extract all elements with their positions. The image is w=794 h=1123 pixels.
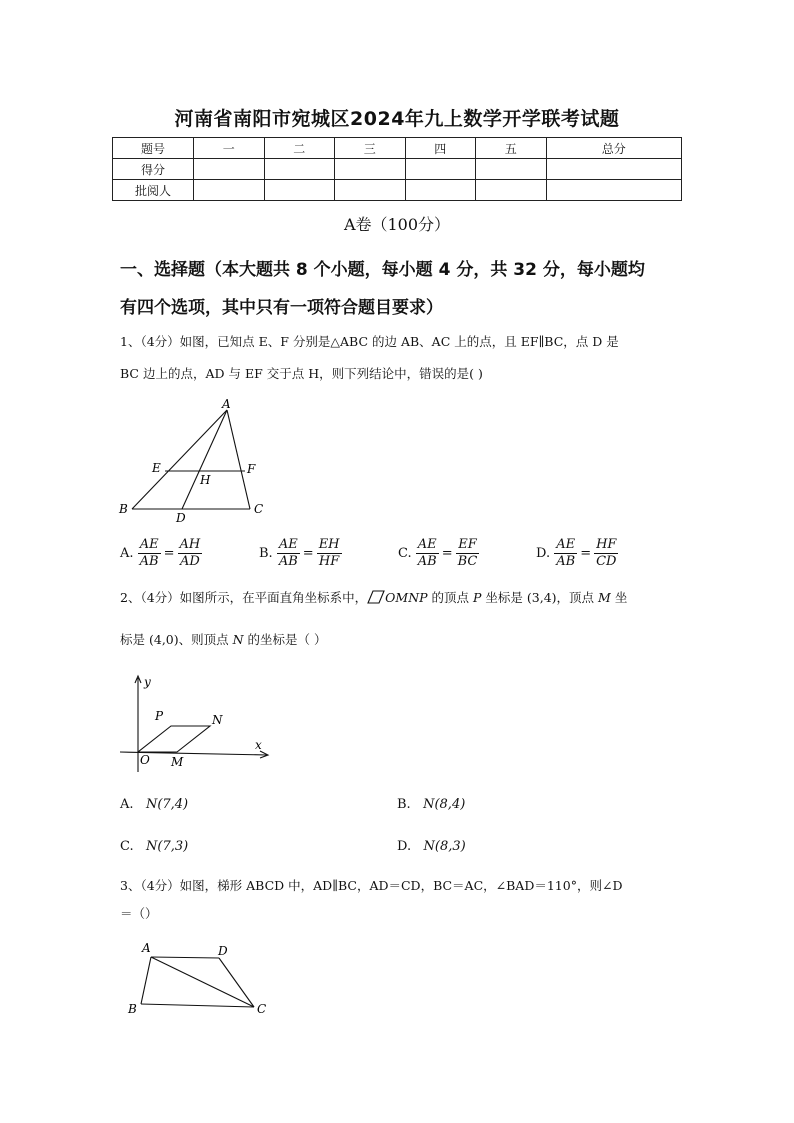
option-letter: D. — [536, 546, 551, 561]
label-f: F — [247, 462, 256, 476]
table-row — [113, 159, 682, 180]
label-p: P — [155, 709, 164, 723]
segment-dc — [219, 958, 254, 1007]
q2-option-b[interactable]: B. N(8,4) — [397, 797, 466, 812]
table-cell: 四 — [405, 138, 476, 159]
q1-option-a[interactable]: A. $\frac{AE}{AB}$ = $\frac{AH}{AD}$ — [120, 537, 201, 569]
q2-option-a[interactable]: A. N(7,4) — [120, 797, 189, 812]
fraction: $\frac{EH}{HF}$ — [318, 537, 340, 569]
parallelogram-omnp — [138, 726, 210, 752]
label-c: C — [254, 502, 264, 516]
table-cell — [476, 180, 547, 201]
q2-text-line2: 标是 (4,0)、则顶点 N 的坐标是（ ） — [120, 632, 327, 647]
q1-triangle-figure — [115, 396, 275, 528]
label-b: B — [128, 1002, 137, 1016]
table-cell: 批阅人 — [113, 180, 194, 201]
segment-ac — [151, 957, 254, 1007]
label-h: H — [200, 473, 211, 487]
fraction: $\frac{AE}{AB}$ — [556, 537, 576, 569]
fraction: $\frac{AH}{AD}$ — [179, 537, 201, 569]
page-title: 河南省南阳市宛城区2024年九上数学开学联考试题 — [174, 108, 620, 130]
q2-option-c[interactable]: C. N(7,3) — [120, 839, 189, 854]
segment-ad — [182, 410, 227, 509]
label-n: N — [212, 713, 223, 727]
q1-option-c[interactable]: C. $\frac{AE}{AB}$ = $\frac{EF}{BC}$ — [398, 537, 478, 569]
table-cell — [194, 180, 265, 201]
table-cell — [335, 159, 406, 180]
table-cell: 题号 — [113, 138, 194, 159]
segment-ac — [227, 410, 250, 509]
table-cell — [335, 180, 406, 201]
table-cell — [546, 180, 682, 201]
section-1-heading-line1: 一、选择题（本大题共 8 个小题，每小题 4 分，共 32 分，每小题均 — [120, 260, 645, 280]
label-e: E — [152, 461, 161, 475]
table-cell — [405, 159, 476, 180]
fraction: $\frac{AE}{AB}$ — [139, 537, 159, 569]
q3-text-line1: 3、（4分）如图，梯形 ABCD 中，AD∥BC，AD＝CD，BC＝AC，∠BAD＝110°，则∠D — [120, 878, 623, 893]
table-cell: 得分 — [113, 159, 194, 180]
fraction: $\frac{AE}{AB}$ — [417, 537, 437, 569]
q2-coordinate-figure — [115, 672, 275, 774]
label-d: D — [218, 944, 228, 958]
label-y: y — [144, 675, 151, 689]
label-x: x — [255, 738, 262, 752]
table-cell — [476, 159, 547, 180]
section-1-heading-line2: 有四个选项，其中只有一项符合题目要求） — [120, 298, 443, 318]
table-cell — [405, 180, 476, 201]
segment-ad — [151, 957, 219, 958]
table-cell: 五 — [476, 138, 547, 159]
q3-text-line2: ＝（） — [120, 906, 158, 921]
q2-option-d[interactable]: D. N(8,3) — [397, 839, 466, 854]
parallelogram-icon — [367, 590, 385, 604]
label-m: M — [171, 755, 184, 769]
label-b: B — [119, 502, 128, 516]
section-a-heading: A卷（100分） — [343, 215, 451, 234]
fraction: $\frac{EF}{BC}$ — [457, 537, 478, 569]
table-cell — [264, 159, 335, 180]
table-cell: 总分 — [546, 138, 682, 159]
q1-option-b[interactable]: B. $\frac{AE}{AB}$ = $\frac{EH}{HF}$ — [259, 537, 340, 569]
table-cell — [194, 159, 265, 180]
option-letter: C. — [398, 546, 412, 561]
fraction: $\frac{AE}{AB}$ — [278, 537, 298, 569]
q2-text-line1: 2、（4分）如图所示，在平面直角坐标系中， OMNP 的顶点 P 坐标是 (3,4)，顶点 M 坐 — [120, 590, 628, 605]
label-o: O — [140, 753, 150, 767]
table-cell — [264, 180, 335, 201]
q1-text-line1: 1、（4分）如图，已知点 E、F 分别是△ABC 的边 AB、AC 上的点，且 EF∥BC，点 D 是 — [120, 334, 619, 349]
label-c: C — [257, 1002, 267, 1016]
q1-option-d[interactable]: D. $\frac{AE}{AB}$ = $\frac{HF}{CD}$ — [536, 537, 617, 569]
segment-ab — [132, 410, 227, 509]
score-table — [112, 137, 682, 201]
table-row — [113, 138, 682, 159]
q1-text-line2: BC 边上的点，AD 与 EF 交于点 H，则下列结论中，错误的是( ) — [120, 366, 483, 381]
q3-trapezoid-figure — [115, 938, 280, 1020]
table-cell: 三 — [335, 138, 406, 159]
table-cell: 一 — [194, 138, 265, 159]
segment-bc — [141, 1004, 254, 1007]
table-cell — [546, 159, 682, 180]
label-a: A — [222, 397, 231, 411]
option-letter: A. — [120, 546, 134, 561]
label-a: A — [142, 941, 151, 955]
label-d: D — [176, 511, 186, 525]
segment-ab — [141, 957, 151, 1004]
fraction: $\frac{HF}{CD}$ — [596, 537, 617, 569]
table-row — [113, 180, 682, 201]
option-letter: B. — [259, 546, 273, 561]
table-cell: 二 — [264, 138, 335, 159]
